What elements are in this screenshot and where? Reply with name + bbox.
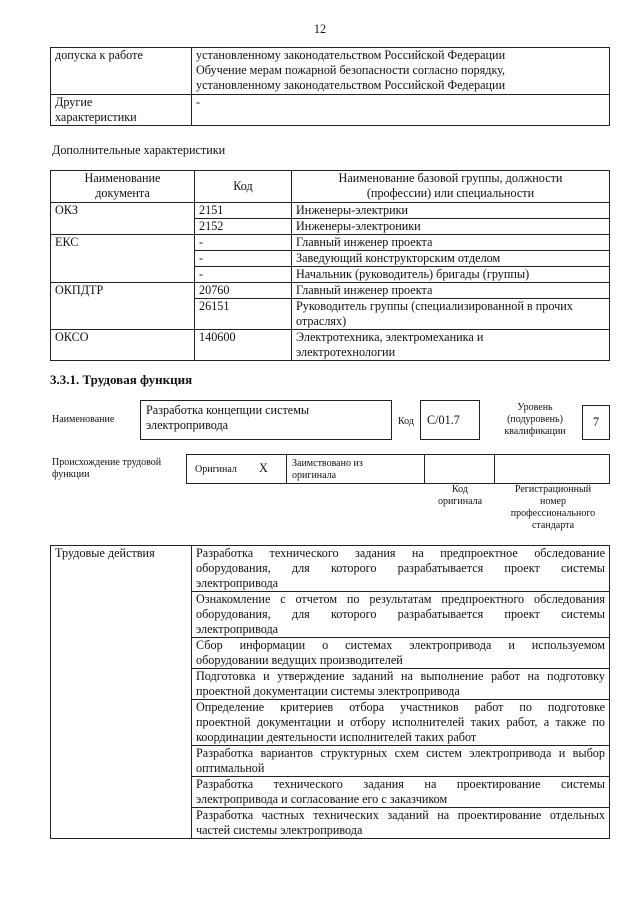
row-label <box>51 95 192 126</box>
origin-table <box>186 454 610 484</box>
reg-number-caption: Регистрационный номер профессионального стандарта <box>510 484 596 531</box>
cell-name: Главный инженер проекта <box>292 283 610 299</box>
cell-doc: ОКПДТР <box>51 283 195 330</box>
divider <box>286 455 287 483</box>
text-line: установленному законодательством Российской Федерации <box>196 78 506 92</box>
actions-table <box>50 545 610 839</box>
code-label: Код <box>398 416 414 427</box>
action-item: Разработка технического задания на предпроектное обследование оборудования, для которого разрабатывается проект системы электропривода <box>192 546 610 592</box>
level-label: Уровень (подуровень) квалификации <box>504 402 566 437</box>
level-value-box: 7 <box>582 405 610 440</box>
code-original-caption: Код оригинала <box>437 484 483 507</box>
cell-code: - <box>195 251 292 267</box>
table-row <box>51 283 610 299</box>
cell-name: Начальник (руководитель) бригады (группы) <box>292 267 610 283</box>
cell-code: - <box>195 235 292 251</box>
additional-table <box>50 170 610 361</box>
cell-code: 140600 <box>195 330 292 361</box>
row-value: - <box>192 95 610 126</box>
text-line: Обучение мерам пожарной безопасности согласно порядку, <box>196 63 506 77</box>
table-row <box>51 330 610 361</box>
original-mark: X <box>259 461 268 475</box>
text-line: характеристики <box>55 110 137 124</box>
divider <box>494 455 495 483</box>
cell-name: Электротехника, электромеханика и электротехнологии <box>292 330 610 361</box>
cell-code: 2152 <box>195 219 292 235</box>
cell-name: Заведующий конструкторским отделом <box>292 251 610 267</box>
cell-code: 26151 <box>195 299 292 330</box>
table-row <box>51 95 610 126</box>
code-value-box: С/01.7 <box>420 400 480 440</box>
name-label: Наименование <box>52 414 115 425</box>
table-row <box>51 203 610 219</box>
action-item: Ознакомление с отчетом по результатам предпроектного обследования оборудования, для которого разрабатывается проект системы электропривода <box>192 592 610 638</box>
cell-name: Главный инженер проекта <box>292 235 610 251</box>
cell-code: 20760 <box>195 283 292 299</box>
function-name-box: Разработка концепции системы электропривода <box>140 400 392 440</box>
section-title: 3.3.1. Трудовая функция <box>50 372 193 387</box>
row-label: допуска к работе <box>51 48 192 95</box>
cell-name: Инженеры-электроники <box>292 219 610 235</box>
cell-doc: ОКЗ <box>51 203 195 235</box>
table-header-row <box>51 171 610 203</box>
action-item: Разработка технического задания на проектирование системы электропривода и согласование его с заказчиком <box>192 777 610 808</box>
header-doc: Наименование документа <box>51 171 195 203</box>
cell-name: Инженеры-электрики <box>292 203 610 219</box>
page-number: 12 <box>313 22 327 36</box>
cell-doc: ОКСО <box>51 330 195 361</box>
row-value <box>192 48 610 95</box>
borrowed-label: Заимствовано из оригинала <box>292 458 363 481</box>
action-item: Подготовка и утверждение заданий на выполнение работ на подготовку проектной документации системы электропривода <box>192 669 610 700</box>
action-item: Сбор информации о системах электропривода и используемом оборудовании ведущих производителей <box>192 638 610 669</box>
table-row <box>51 235 610 251</box>
top-table <box>50 47 610 126</box>
origin-label: Происхождение трудовой функции <box>52 457 162 480</box>
header-code: Код <box>195 171 292 203</box>
action-item: Разработка вариантов структурных схем систем электропривода и выбор оптимальной <box>192 746 610 777</box>
actions-label: Трудовые действия <box>51 546 192 839</box>
cell-doc: ЕКС <box>51 235 195 283</box>
action-item: Разработка частных технических заданий на проектирование отдельных частей системы электропривода <box>192 808 610 839</box>
original-label: Оригинал <box>195 464 237 475</box>
table-row <box>51 546 610 592</box>
header-group: Наименование базовой группы, должности (профессии) или специальности <box>292 171 610 203</box>
cell-name: Руководитель группы (специализированной в прочих отраслях) <box>292 299 610 330</box>
divider <box>424 455 425 483</box>
additional-title: Дополнительные характеристики <box>52 143 226 157</box>
text-line: установленному законодательством Российской Федерации <box>196 48 506 62</box>
cell-code: 2151 <box>195 203 292 219</box>
cell-code: - <box>195 267 292 283</box>
table-row <box>51 48 610 95</box>
action-item: Определение критериев отбора участников работ по подготовке проектной документации и отбору исполнителей таких работ, а также по координации деятельности исполнителей таких работ <box>192 700 610 746</box>
text-line: Другие <box>55 95 93 109</box>
